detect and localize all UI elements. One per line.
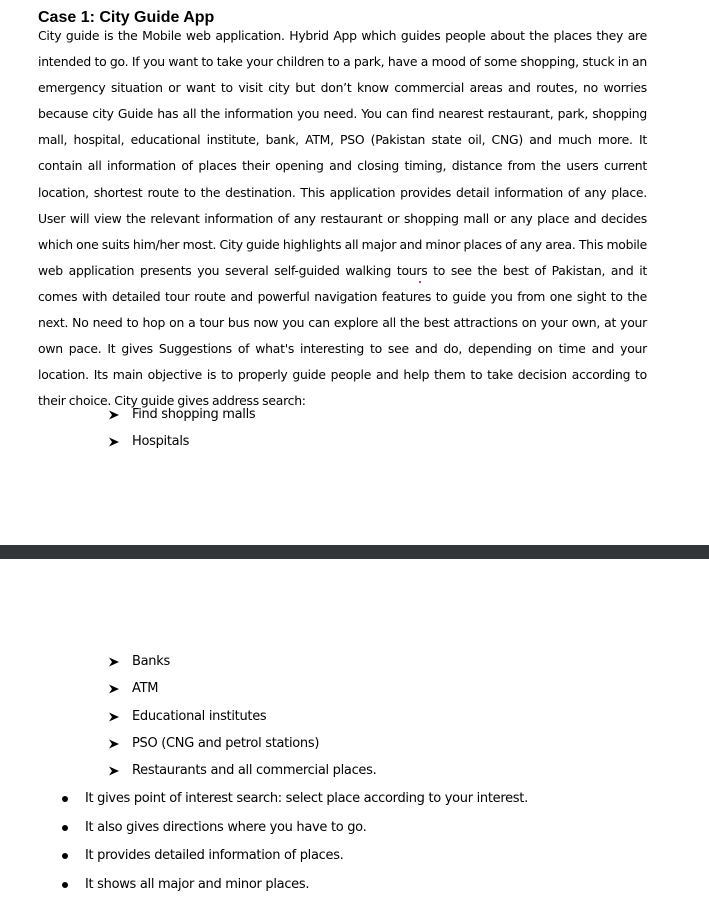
round-bullet-icon bbox=[62, 853, 68, 859]
list-item-label: It shows all major and minor places. bbox=[85, 876, 310, 892]
arrowhead-bullet-icon bbox=[108, 684, 120, 694]
list-item-label: Find shopping malls bbox=[132, 407, 256, 422]
list-item-label: It gives point of interest search: select place according to your interest. bbox=[85, 791, 528, 806]
list-item bbox=[108, 703, 376, 730]
list-item bbox=[108, 730, 376, 757]
list-item-label: Educational institutes bbox=[132, 708, 267, 724]
search-list-page-2 bbox=[108, 648, 376, 784]
arrowhead-bullet-icon bbox=[108, 712, 120, 722]
arrowhead-bullet-icon bbox=[108, 766, 120, 776]
list-item-label: ATM bbox=[132, 681, 159, 697]
arrowhead-bullet-icon bbox=[108, 410, 120, 420]
list-item bbox=[60, 871, 528, 900]
list-item-label: Banks bbox=[132, 654, 170, 669]
feature-list bbox=[60, 785, 528, 899]
round-bullet-icon bbox=[62, 796, 68, 802]
list-item bbox=[108, 428, 255, 455]
list-item-label: It provides detailed information of places. bbox=[85, 848, 344, 863]
page-separator bbox=[0, 545, 709, 559]
list-item bbox=[108, 648, 376, 675]
list-item bbox=[108, 675, 376, 702]
list-item bbox=[108, 401, 255, 428]
arrowhead-bullet-icon bbox=[108, 739, 120, 749]
search-list-page-1 bbox=[108, 401, 255, 456]
list-item bbox=[60, 842, 528, 871]
spellcheck-mark bbox=[419, 281, 421, 283]
list-item-label: It also gives directions where you have to go. bbox=[85, 819, 367, 835]
arrowhead-bullet-icon bbox=[108, 657, 120, 667]
list-item bbox=[60, 785, 528, 814]
round-bullet-icon bbox=[62, 882, 68, 888]
list-item-label: PSO (CNG and petrol stations) bbox=[132, 735, 320, 751]
arrowhead-bullet-icon bbox=[108, 437, 120, 447]
list-item-label: Restaurants and all commercial places. bbox=[132, 763, 377, 779]
list-item-label: Hospitals bbox=[132, 434, 190, 450]
list-item bbox=[60, 814, 528, 843]
round-bullet-icon bbox=[62, 825, 68, 831]
list-item bbox=[108, 757, 376, 784]
body-paragraph: City guide is the Mobile web application. Hybrid App which guides people about the places they are intended to go. If you want to take your children to a park, have a mood of some shopping, stuck in an emergency situation or want to visit city but don’t know commercial areas and routes, no worries because city Guide has all the information you need. You can find nearest restaurant, park, shopping mall, hospital, educational institute, bank, ATM, PSO (Pakistan state oil, CNG) and much more. It contain all information of places their opening and closing timing, distance from the users current location, shortest route to the destination. This application provides detail information of any place. User will view the relevant information of any restaurant or shopping mall or any place and decides which one suits him/her most. City guide highlights all major and minor places of any area. This mobile web application presents you several self-guided walking tours to see the best of Pakistan, and it comes with detailed tour route and powerful navigation features to guide you from one sight to the next. No need to hop on a tour bus now you can explore all the best attractions on your own, at your own pace. It gives Suggestions of what's interesting to see and do, depending on time and your location. Its main objective is to properly guide people and help them to take decision according to their choice. City guide gives address search: bbox=[38, 28, 647, 409]
document-title: Case 1: City Guide App bbox=[38, 9, 215, 26]
